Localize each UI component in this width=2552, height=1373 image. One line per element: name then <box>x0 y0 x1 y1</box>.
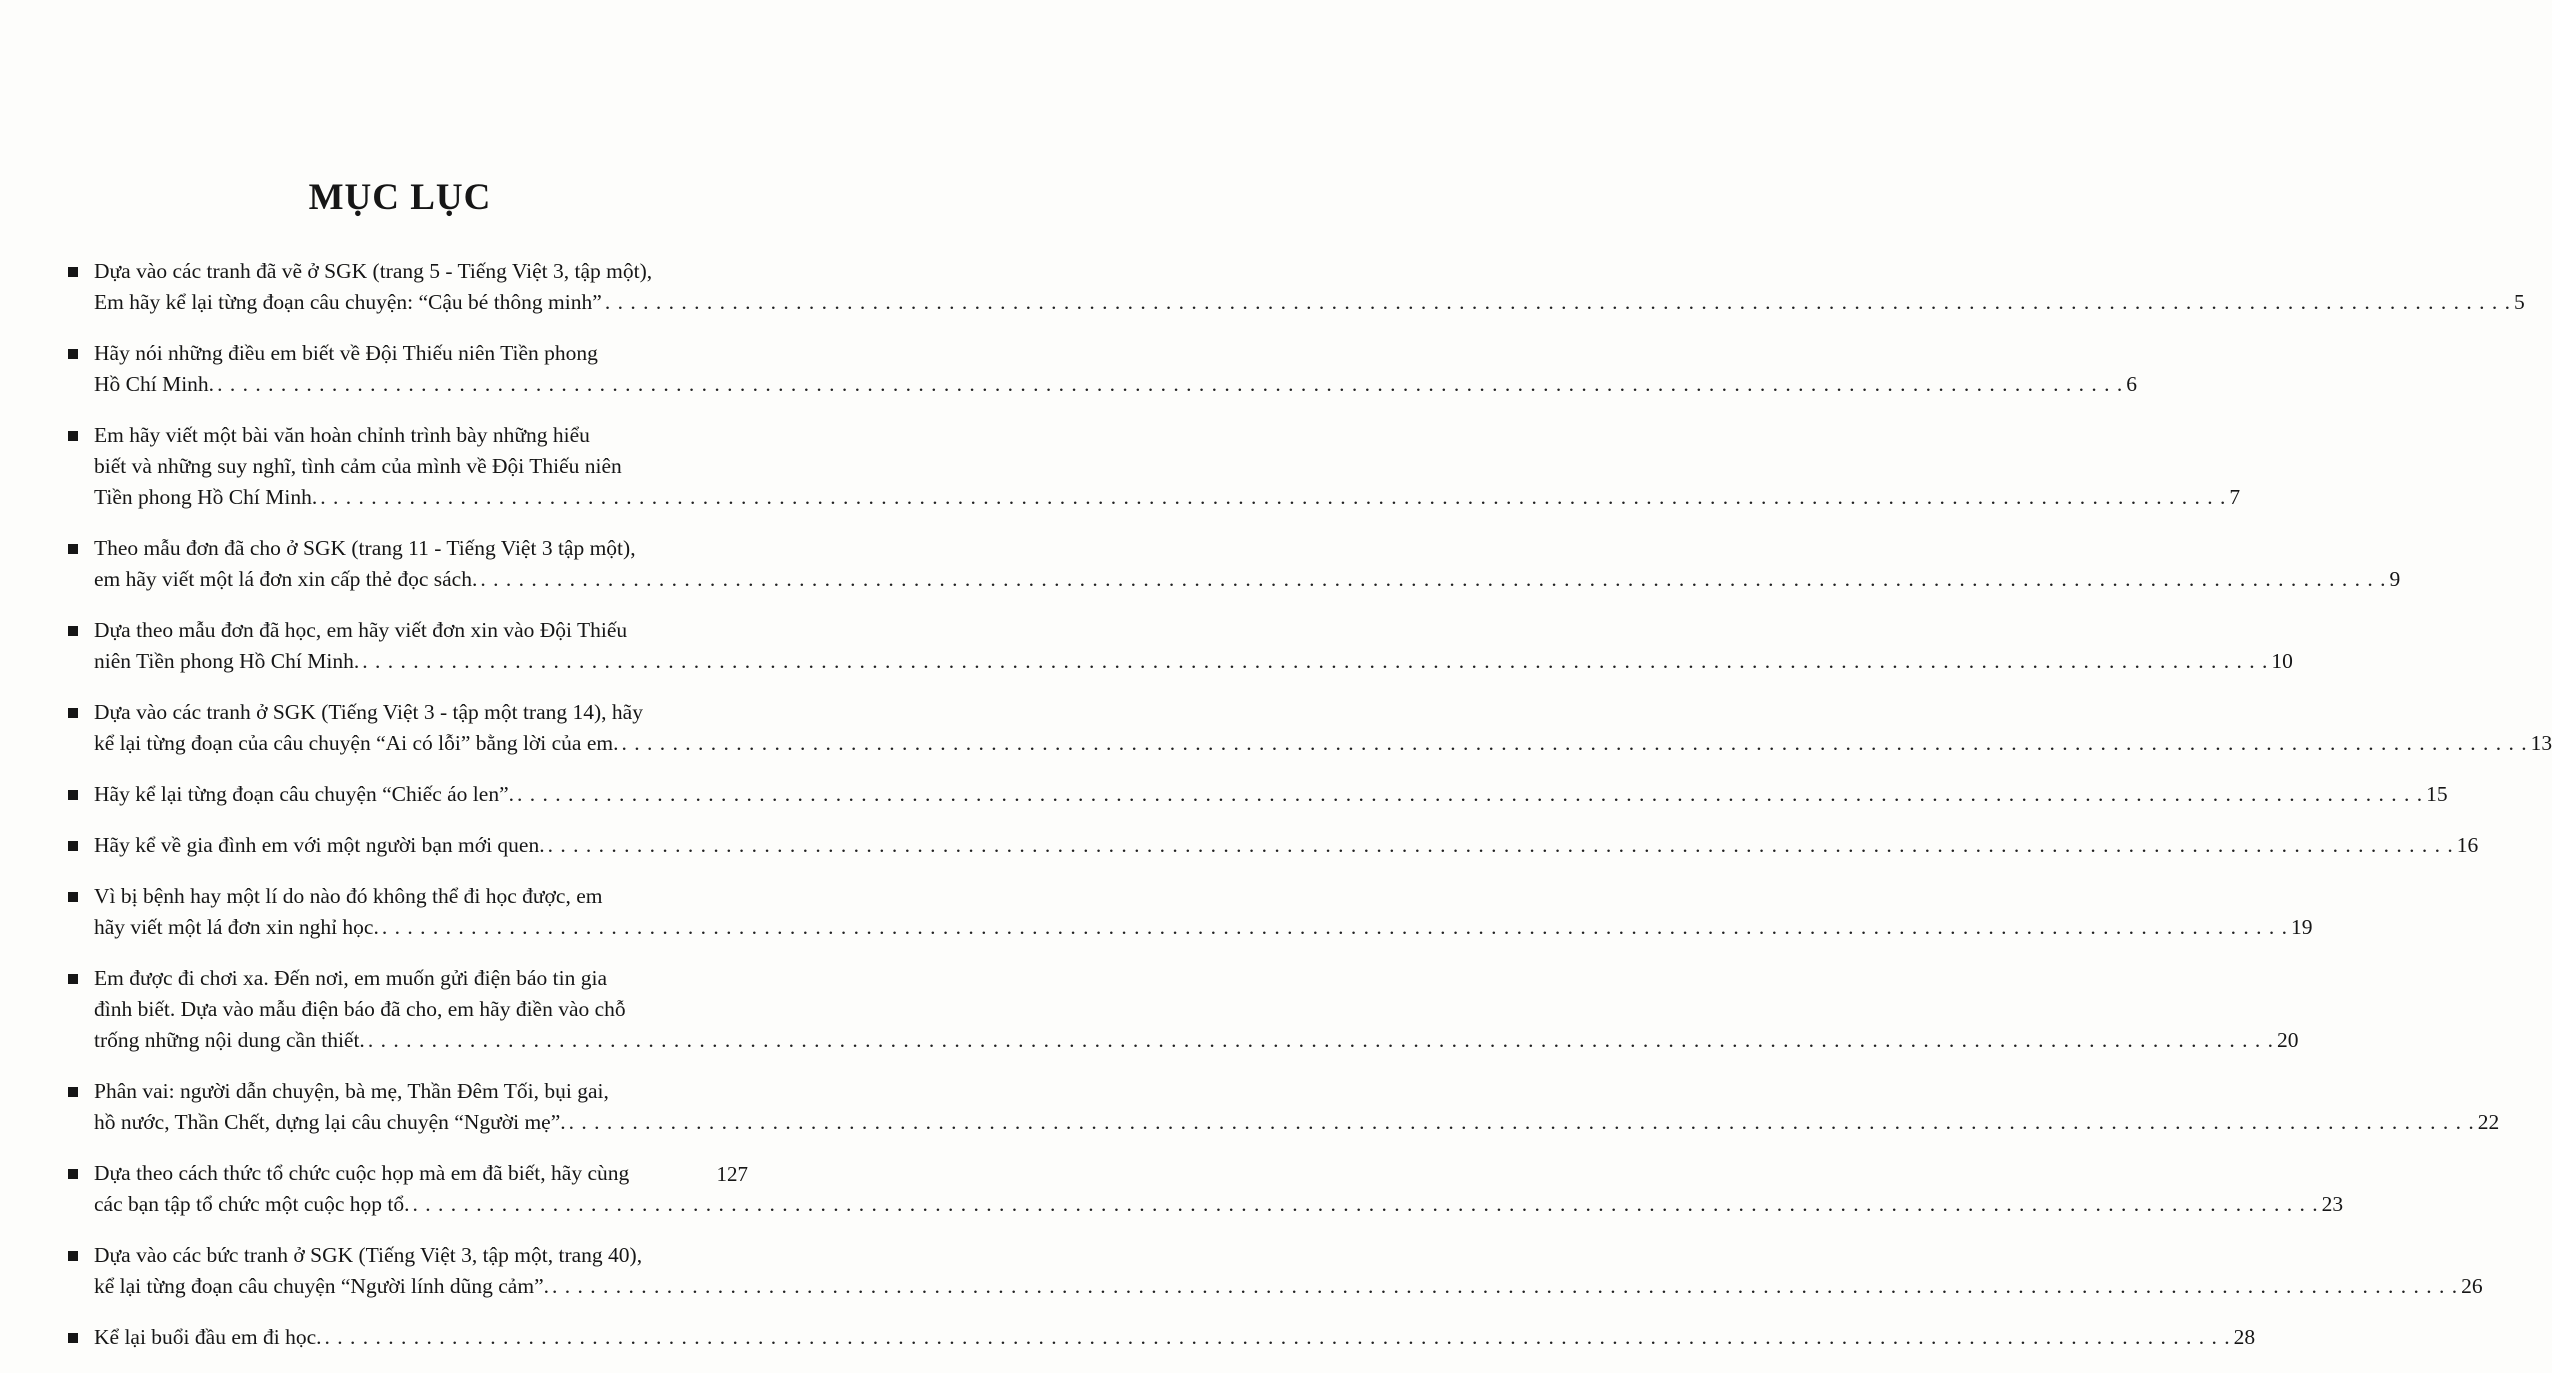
toc-entry <box>66 963 2299 1056</box>
dot-leader: . . . . . . . . . . . . . . . . . . . . . . . . . . . . . . . . . . . . . . . . . . . . . . . . . . . . . . . . . . . . . . . . . . . . . . . . . . . . . . . . . . . . . . . . . . . . . . . . . . . . . . . . . . . . . . . . . . . . . . . . . . . . . . . . . . . . . . . . . . . . . . . . . . . . . . <box>547 833 2454 857</box>
toc-entry-text: Dựa vào các bức tranh ở SGK (Tiếng Việt 3, tập một, trang 40), <box>94 1243 643 1267</box>
toc-entry <box>66 338 2137 400</box>
dot-leader: . . . . . . . . . . . . . . . . . . . . . . . . . . . . . . . . . . . . . . . . . . . . . . . . . . . . . . . . . . . . . . . . . . . . . . . . . . . . . . . . . . . . . . . . . . . . . . . . . . . . . . . . . . . . . . . . . . . . . . . . . . . . . . . . . . . . . . . . . . . . . . . . . . . . . . <box>362 649 2269 673</box>
toc-entry-line <box>94 912 2313 943</box>
square-bullet-icon <box>68 431 78 441</box>
toc-entry-text: Em hãy viết một bài văn hoàn chỉnh trình bày những hiểu <box>94 423 590 447</box>
dot-leader: . . . . . . . . . . . . . . . . . . . . . . . . . . . . . . . . . . . . . . . . . . . . . . . . . . . . . . . . . . . . . . . . . . . . . . . . . . . . . . . . . . . . . . . . . . . . . . . . . . . . . . . . . . . . . . . . . . . . . . . . . . . . . . . . . . . . . . . . . . . . . . . . . . . . . . <box>320 485 2227 509</box>
toc-entry-line <box>94 1240 756 1271</box>
toc-entry-line <box>94 1322 2256 1353</box>
toc-entry-text: Kể lại buổi đầu em đi học. <box>94 1325 322 1349</box>
toc-page-ref: 28 <box>2233 1325 2256 1349</box>
dot-leader: . . . . . . . . . . . . . . . . . . . . . . . . . . . . . . . . . . . . . . . . . . . . . . . . . . . . . . . . . . . . . . . . . . . . . . . . . . . . . . . . . . . . . . . . . . . . . . . . . . . . . . . . . . . . . . . . . . . . . . . . . . . . . . . . . . . . . . . . . . . . . . . . . . . . . . <box>604 290 2511 314</box>
square-bullet-icon <box>68 1087 78 1097</box>
toc-page-ref: 7 <box>2229 485 2241 509</box>
dot-leader: . . . . . . . . . . . . . . . . . . . . . . . . . . . . . . . . . . . . . . . . . . . . . . . . . . . . . . . . . . . . . . . . . . . . . . . . . . . . . . . . . . . . . . . . . . . . . . . . . . . . . . . . . . . . . . . . . . . . . . . . . . . . . . . . . . . . . . . . . . . . . . . . . . . . . . <box>621 731 2528 755</box>
toc-entry <box>66 1158 2344 1220</box>
toc-entry <box>66 881 2313 943</box>
square-bullet-icon <box>68 974 78 984</box>
toc-entry-text: Phân vai: người dẫn chuyện, bà mẹ, Thần Đêm Tối, bụi gai, <box>94 1079 609 1103</box>
toc-entry-line <box>94 646 2293 677</box>
toc-entry-line <box>94 994 756 1025</box>
toc-entry-line <box>94 728 2552 759</box>
dot-leader: . . . . . . . . . . . . . . . . . . . . . . . . . . . . . . . . . . . . . . . . . . . . . . . . . . . . . . . . . . . . . . . . . . . . . . . . . . . . . . . . . . . . . . . . . . . . . . . . . . . . . . . . . . . . . . . . . . . . . . . . . . . . . . . . . . . . . . . . . . . . . . . . . . . . . . <box>568 1110 2475 1134</box>
toc-entry-text: Em hãy kể lại từng đoạn câu chuyện: “Cậu bé thông minh” <box>94 290 602 314</box>
toc-entry-line <box>94 830 2479 861</box>
toc-entry <box>66 1240 2483 1302</box>
toc-entry-line <box>94 1025 2299 1056</box>
square-bullet-icon <box>68 1251 78 1261</box>
toc-entry-line <box>94 533 756 564</box>
dot-leader: . . . . . . . . . . . . . . . . . . . . . . . . . . . . . . . . . . . . . . . . . . . . . . . . . . . . . . . . . . . . . . . . . . . . . . . . . . . . . . . . . . . . . . . . . . . . . . . . . . . . . . . . . . . . . . . . . . . . . . . . . . . . . . . . . . . . . . . . . . . . . . . . . . . . . . <box>367 1028 2274 1052</box>
toc-entry-text: Tiền phong Hồ Chí Minh. <box>94 485 318 509</box>
square-bullet-icon <box>68 267 78 277</box>
toc-entry-text: hãy viết một lá đơn xin nghỉ học. <box>94 915 379 939</box>
toc-entry-line <box>94 881 756 912</box>
toc-entry-text: Dựa theo cách thức tổ chức cuộc họp mà em đã biết, hãy cùng <box>94 1161 630 1185</box>
toc-entry-text: Hãy kể lại từng đoạn câu chuyện “Chiếc áo len”. <box>94 782 514 806</box>
toc-entry-text: hồ nước, Thần Chết, dựng lại câu chuyện “Người mẹ”. <box>94 1110 566 1134</box>
toc-entry-text: đình biết. Dựa vào mẫu điện báo đã cho, em hãy điền vào chỗ <box>94 997 626 1021</box>
toc-entry-line <box>94 256 756 287</box>
toc-page-ref: 16 <box>2456 833 2479 857</box>
toc-page-ref: 23 <box>2321 1192 2344 1216</box>
toc-page-ref: 22 <box>2477 1110 2500 1134</box>
toc-entry-text: kể lại từng đoạn của câu chuyện “Ai có lỗi” bằng lời của em. <box>94 731 619 755</box>
toc-entry-line <box>94 420 756 451</box>
toc-entry-line <box>94 615 756 646</box>
toc-entry <box>66 615 2293 677</box>
toc-entry-text: các bạn tập tổ chức một cuộc họp tổ. <box>94 1192 410 1216</box>
page-title: MỤC LỤC <box>308 177 492 218</box>
toc-entry <box>66 256 2525 318</box>
toc-entry <box>66 420 2241 513</box>
toc-page-ref: 13 <box>2530 731 2552 755</box>
page-number: 127 <box>716 1162 748 1186</box>
toc-entry-line <box>94 1189 2344 1220</box>
toc-entry-line <box>94 1076 756 1107</box>
toc-entry-line <box>94 963 756 994</box>
toc-page-ref: 15 <box>2426 782 2448 806</box>
dot-leader: . . . . . . . . . . . . . . . . . . . . . . . . . . . . . . . . . . . . . . . . . . . . . . . . . . . . . . . . . . . . . . . . . . . . . . . . . . . . . . . . . . . . . . . . . . . . . . . . . . . . . . . . . . . . . . . . . . . . . . . . . . . . . . . . . . . . . . . . . . . . . . . . . . . . . . <box>217 372 2124 396</box>
toc-page-ref: 10 <box>2271 649 2293 673</box>
toc-entry-line <box>94 779 2448 810</box>
dot-leader: . . . . . . . . . . . . . . . . . . . . . . . . . . . . . . . . . . . . . . . . . . . . . . . . . . . . . . . . . . . . . . . . . . . . . . . . . . . . . . . . . . . . . . . . . . . . . . . . . . . . . . . . . . . . . . . . . . . . . . . . . . . . . . . . . . . . . . . . . . . . . . . . . . . . . . <box>381 915 2288 939</box>
square-bullet-icon <box>68 790 78 800</box>
toc-entry <box>66 779 2448 810</box>
toc-entry-line <box>94 451 756 482</box>
toc-entry-line <box>94 697 756 728</box>
toc-entry-text: Dựa vào các tranh đã vẽ ở SGK (trang 5 - Tiếng Việt 3, tập một), <box>94 259 653 283</box>
square-bullet-icon <box>68 349 78 359</box>
toc-entry <box>66 1322 2256 1353</box>
table-of-contents <box>66 256 2552 1373</box>
toc-entry-text: niên Tiền phong Hồ Chí Minh. <box>94 649 360 673</box>
toc-entry <box>66 697 2552 759</box>
toc-entry-text: kể lại từng đoạn câu chuyện “Người lính dũng cảm”. <box>94 1274 549 1298</box>
square-bullet-icon <box>68 626 78 636</box>
toc-page-ref: 20 <box>2276 1028 2299 1052</box>
toc-entry-line <box>94 564 2401 595</box>
toc-entry-line <box>94 1107 2500 1138</box>
toc-entry-text: em hãy viết một lá đơn xin cấp thẻ đọc sách. <box>94 567 478 591</box>
square-bullet-icon <box>68 708 78 718</box>
toc-entry-text: Dựa vào các tranh ở SGK (Tiếng Việt 3 - tập một trang 14), hãy <box>94 700 643 724</box>
toc-entry-line <box>94 287 2525 318</box>
toc-page-ref: 26 <box>2461 1274 2483 1298</box>
toc-entry-text: Hồ Chí Minh. <box>94 372 215 396</box>
square-bullet-icon <box>68 841 78 851</box>
toc-entry-text: Em được đi chơi xa. Đến nơi, em muốn gửi điện báo tin gia <box>94 966 607 990</box>
dot-leader: . . . . . . . . . . . . . . . . . . . . . . . . . . . . . . . . . . . . . . . . . . . . . . . . . . . . . . . . . . . . . . . . . . . . . . . . . . . . . . . . . . . . . . . . . . . . . . . . . . . . . . . . . . . . . . . . . . . . . . . . . . . . . . . . . . . . . . . . . . . . . . . . . . . . . . <box>517 782 2424 806</box>
toc-entry-line <box>94 482 2241 513</box>
toc-entry <box>66 1076 2500 1138</box>
toc-page-ref: 5 <box>2513 290 2525 314</box>
dot-leader: . . . . . . . . . . . . . . . . . . . . . . . . . . . . . . . . . . . . . . . . . . . . . . . . . . . . . . . . . . . . . . . . . . . . . . . . . . . . . . . . . . . . . . . . . . . . . . . . . . . . . . . . . . . . . . . . . . . . . . . . . . . . . . . . . . . . . . . . . . . . . . . . . . . . . . <box>412 1192 2319 1216</box>
toc-entry-line <box>94 369 2137 400</box>
toc-entry-line <box>94 1158 756 1189</box>
toc-entry-text: Hãy nói những điều em biết về Đội Thiếu niên Tiền phong <box>94 341 598 365</box>
toc-entry-text: biết và những suy nghĩ, tình cảm của mình về Đội Thiếu niên <box>94 454 622 478</box>
square-bullet-icon <box>68 892 78 902</box>
toc-entry-text: Dựa theo mẫu đơn đã học, em hãy viết đơn xin vào Đội Thiếu <box>94 618 628 642</box>
toc-page-ref: 19 <box>2290 915 2313 939</box>
dot-leader: . . . . . . . . . . . . . . . . . . . . . . . . . . . . . . . . . . . . . . . . . . . . . . . . . . . . . . . . . . . . . . . . . . . . . . . . . . . . . . . . . . . . . . . . . . . . . . . . . . . . . . . . . . . . . . . . . . . . . . . . . . . . . . . . . . . . . . . . . . . . . . . . . . . . . . <box>552 1274 2459 1298</box>
toc-entry-text: Theo mẫu đơn đã cho ở SGK (trang 11 - Tiếng Việt 3 tập một), <box>94 536 636 560</box>
square-bullet-icon <box>68 1169 78 1179</box>
toc-entry-text: trống những nội dung cần thiết. <box>94 1028 365 1052</box>
dot-leader: . . . . . . . . . . . . . . . . . . . . . . . . . . . . . . . . . . . . . . . . . . . . . . . . . . . . . . . . . . . . . . . . . . . . . . . . . . . . . . . . . . . . . . . . . . . . . . . . . . . . . . . . . . . . . . . . . . . . . . . . . . . . . . . . . . . . . . . . . . . . . . . . . . . . . . <box>480 567 2387 591</box>
toc-entry-text: Hãy kể về gia đình em với một người bạn mới quen. <box>94 833 545 857</box>
toc-entry-line <box>94 1271 2483 1302</box>
toc-entry-line <box>94 338 756 369</box>
square-bullet-icon <box>68 1333 78 1343</box>
dot-leader: . . . . . . . . . . . . . . . . . . . . . . . . . . . . . . . . . . . . . . . . . . . . . . . . . . . . . . . . . . . . . . . . . . . . . . . . . . . . . . . . . . . . . . . . . . . . . . . . . . . . . . . . . . . . . . . . . . . . . . . . . . . . . . . . . . . . . . . . . . . . . . . . . . . . . . <box>324 1325 2231 1349</box>
toc-entry-text: Vì bị bệnh hay một lí do nào đó không thể đi học được, em <box>94 884 603 908</box>
toc-entry <box>66 533 2401 595</box>
toc-entry <box>66 830 2479 861</box>
square-bullet-icon <box>68 544 78 554</box>
toc-page-ref: 6 <box>2126 372 2137 396</box>
toc-page-ref: 9 <box>2389 567 2401 591</box>
